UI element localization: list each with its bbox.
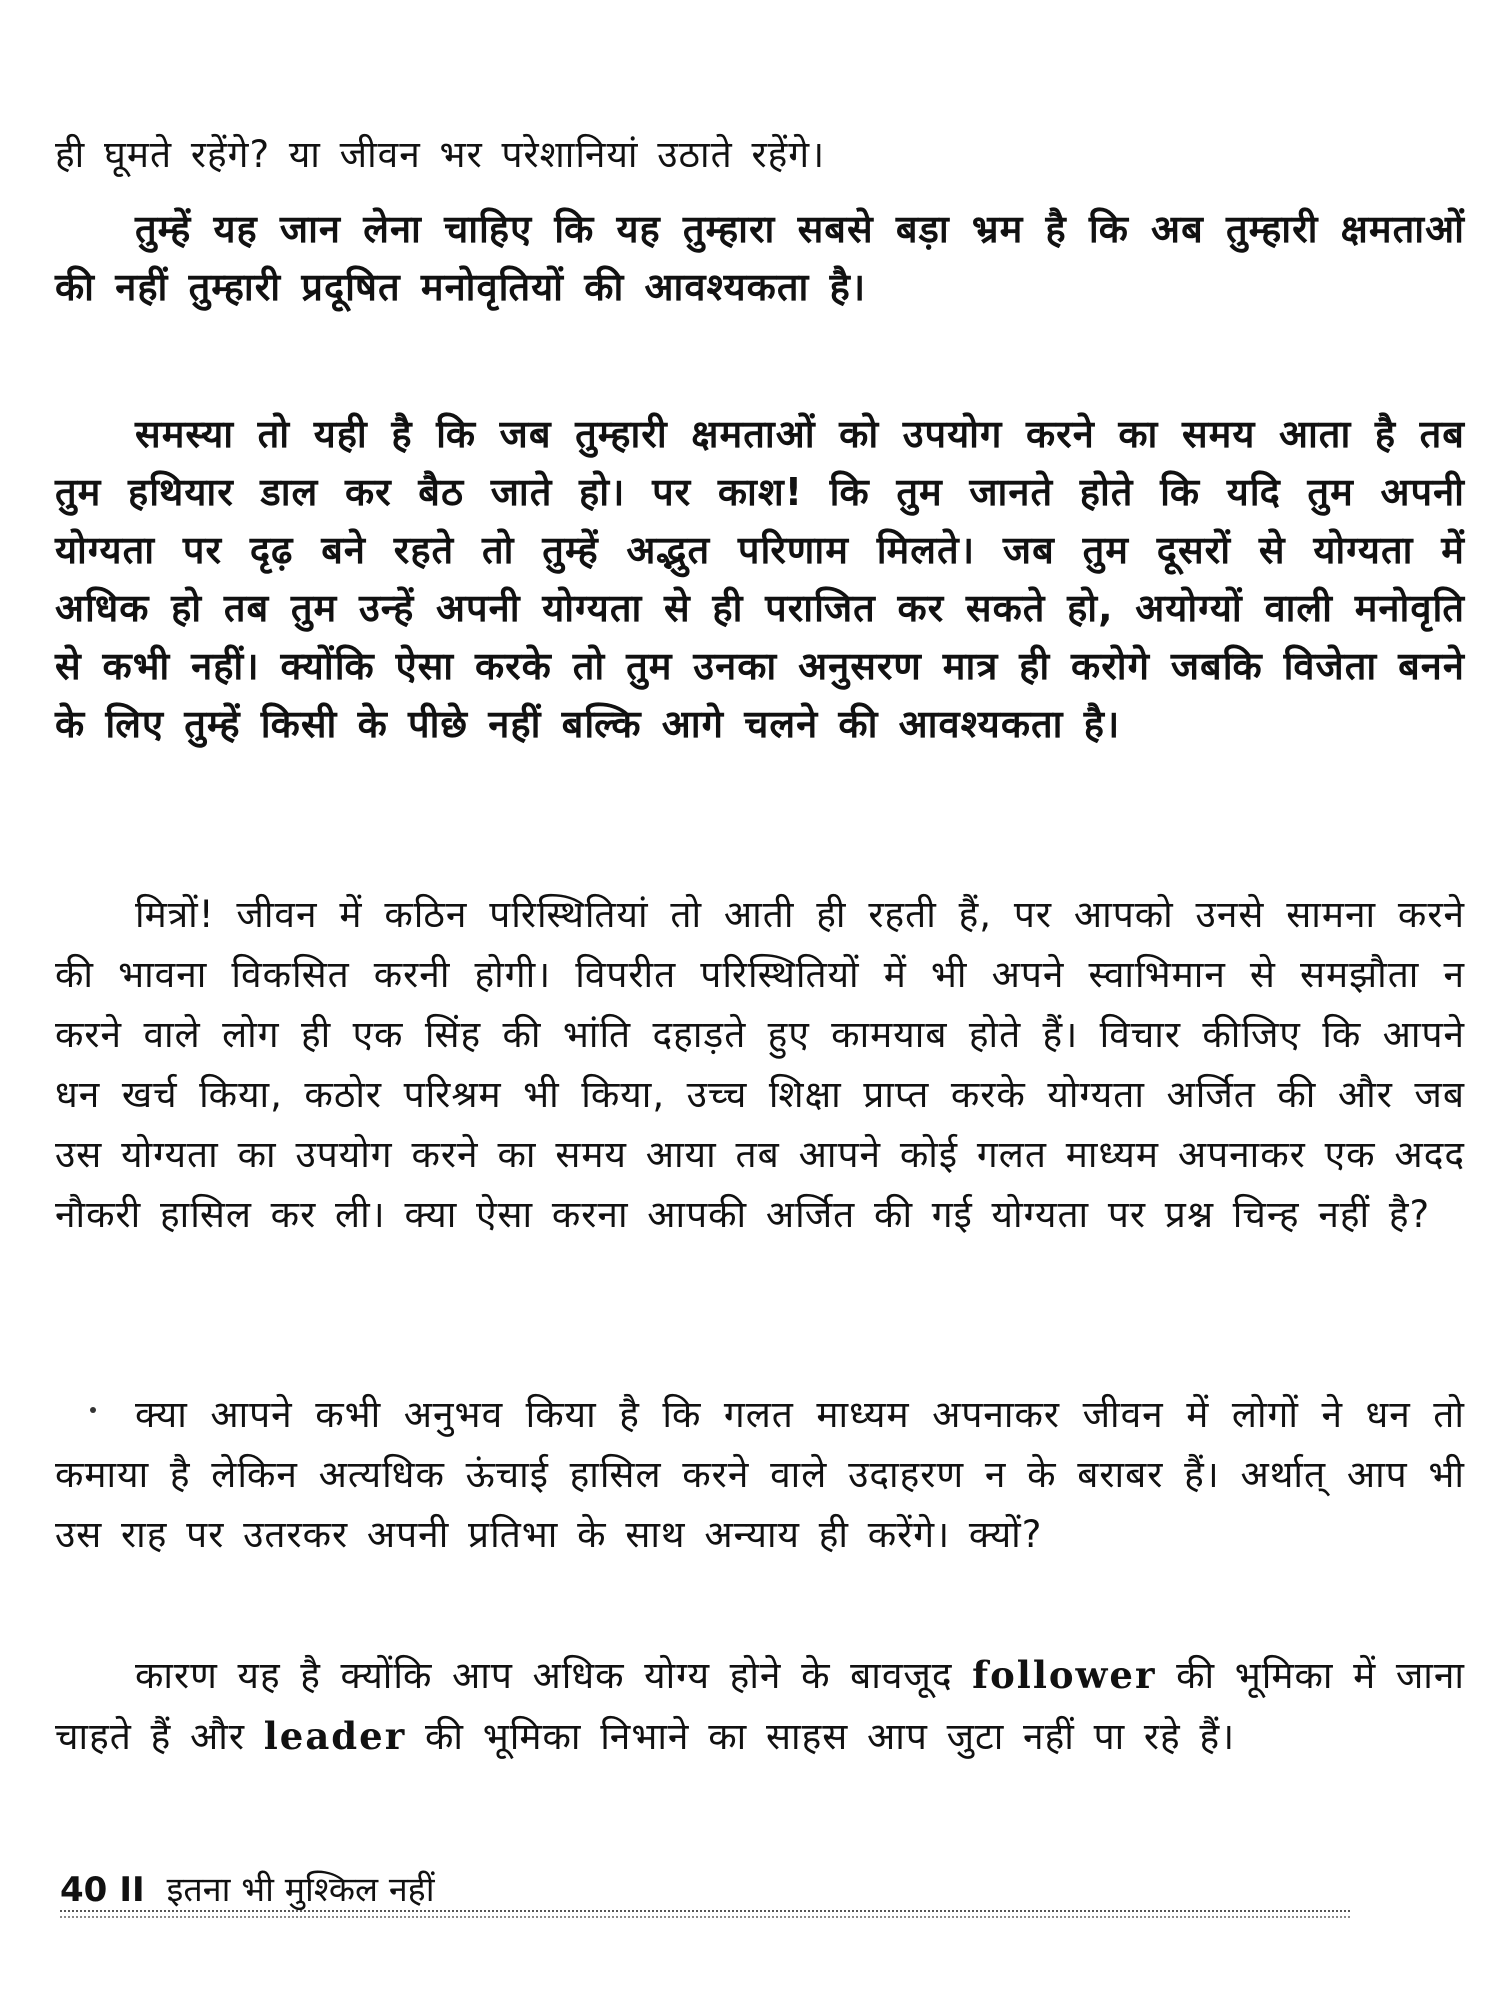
book-title: इतना भी मुश्किल नहीं [166,1870,435,1910]
page-number: 40 [60,1870,108,1910]
paragraph-4: क्या आपने कभी अनुभव किया है कि गलत माध्यम अपनाकर जीवन में लोगों ने धन तो कमाया है लेकिन अत्यधिक ऊंचाई हासिल करने वाले उदाहरण न के बराबर हैं। अर्थात् आप भी उस राह पर उतरकर अपनी प्रतिभा के साथ अन्याय ही करेंगे। क्यों? [55,1393,1465,1556]
page-footer [60,1865,435,1911]
paragraph-5-part-1: कारण यह है क्योंकि आप अधिक योग्य होने के बावजूद [135,1654,973,1697]
paragraph-continuation: ही घूमते रहेंगे? या जीवन भर परेशानियां उठाते रहेंगे। [55,133,826,176]
paragraph-bold-1: तुम्हें यह जान लेना चाहिए कि यह तुम्हारा सबसे बड़ा भ्रम है कि अब तुम्हारी क्षमताओं की नहीं तुम्हारी प्रदूषित मनोवृतियों की आवश्यकता है। [55,207,1465,309]
paragraph-5-part-3: की भूमिका निभाने का साहस आप जुटा नहीं पा रहे हैं। [406,1715,1236,1758]
footer-separator: II [119,1870,145,1910]
paragraph-5-part-2: की भूमिका में जाना चाहते हैं और [55,1654,1466,1758]
term-follower: follower [972,1653,1157,1697]
term-leader: leader [263,1714,407,1758]
footer-rule [60,1910,1350,1918]
paragraph-5 [55,1645,1465,1767]
paragraph-3: मित्रों! जीवन में कठिन परिस्थितियां तो आती ही रहती हैं, पर आपको उनसे सामना करने की भावना विकसित करनी होगी। विपरीत परिस्थितियों में भी अपने स्वाभिमान से समझौता न करने वाले लोग ही एक सिंह की भांति दहाड़ते हुए कामयाब होते हैं। विचार कीजिए कि आपने धन खर्च किया, कठोर परिश्रम भी किया, उच्च शिक्षा प्राप्त करके योग्यता अर्जित की और जब उस योग्यता का उपयोग करने का समय आया तब आपने कोई गलत माध्यम अपनाकर एक अदद नौकरी हासिल कर ली। क्या ऐसा करना आपकी अर्जित की गई योग्यता पर प्रश्न चिन्ह नहीं है? [55,893,1465,1236]
paragraph-bold-2: समस्या तो यही है कि जब तुम्हारी क्षमताओं को उपयोग करने का समय आता है तब तुम हथियार डाल कर बैठ जाते हो। पर काश! कि तुम जानते होते कि यदि तुम अपनी योग्यता पर दृढ़ बने रहते तो तुम्हें अद्भुत परिणाम मिलते। जब तुम दूसरों से योग्यता में अधिक हो तब तुम उन्हें अपनी योग्यता से ही पराजित कर सकते हो, अयोग्यों वाली मनोवृति से कभी नहीं। क्योंकि ऐसा करके तो तुम उनका अनुसरण मात्र ही करोगे जबकि विजेता बनने के लिए तुम्हें किसी के पीछे नहीं बल्कि आगे चलने की आवश्यकता है। [55,412,1465,746]
